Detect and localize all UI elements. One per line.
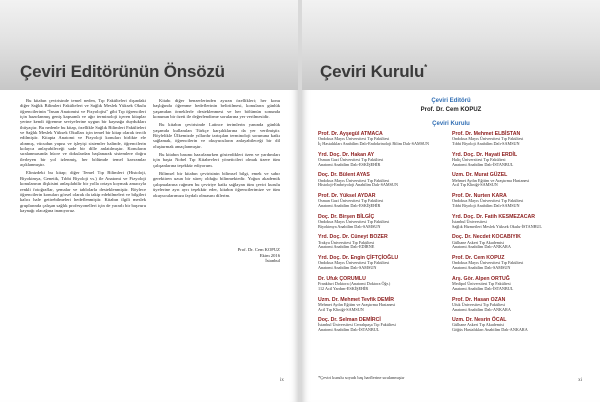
member-affiliation: Haliç Üniversitesi Tıp Fakültesi: [452, 156, 506, 162]
member-department: Acil Tıp Kliniği-SAMSUN: [452, 182, 498, 188]
member-entry: [318, 297, 448, 318]
member-affiliation: Medipol Üniversitesi Tıp Fakültesi: [452, 281, 511, 287]
preface-column-2: [153, 98, 280, 201]
editor-heading: Çeviri Editörü: [431, 98, 471, 104]
member-name: Doç. Dr. Birşen BİLGİÇ: [318, 213, 375, 220]
member-department: Anatomi Anabilim Dalı-ANKARA: [452, 306, 511, 312]
member-department: 112 Acil Yardım-ESKİŞEHİR: [318, 285, 369, 291]
member-name: Uzm. Dr. Murat GÜZEL: [452, 172, 508, 179]
member-department: Histoloji-Embriyoloji Anabilim Dalı-SAMSUN: [318, 182, 399, 188]
page-number-right: xi: [578, 378, 582, 383]
member-name: Prof. Dr. Cem KOPUZ: [452, 255, 505, 262]
left-page: [0, 0, 298, 402]
member-name: Yrd. Doç. Dr. Fatih KESMEZACAR: [452, 213, 536, 220]
signature-place: İstanbul: [265, 258, 280, 264]
member-department: Biyokimya Anabilim Dalı-SAMSUN: [318, 223, 381, 229]
footnote: *Çeviri kurulu soyadı baş harflerine sıralanmıştır: [318, 375, 405, 380]
member-affiliation: Ondokuz Mayıs Üniversitesi Tıp Fakültesi: [318, 177, 390, 183]
member-name: Yrd. Doç. Dr. Hakan AY: [318, 151, 375, 158]
page-title-text: Çeviri Kurulu: [320, 62, 425, 81]
title-footnote-mark: *: [424, 63, 428, 72]
member-affiliation: Osman Gazi Üniversitesi Tıp Fakültesi: [318, 198, 384, 204]
member-entry: [318, 172, 448, 193]
member-name: Doç. Dr. Necdet KOCABIYIK: [452, 234, 521, 241]
member-name: Uzm. Dr. Mehmet Tevfik DEMİR: [318, 296, 394, 303]
member-department: Sağlık Hizmetleri Meslek Yüksek Okulu-İSTANBUL: [452, 223, 542, 229]
member-department: Anatomi Anabilim Dalı-İSTANBUL: [452, 161, 514, 167]
member-name: Prof. Dr. Yüksel AYDAR: [318, 193, 376, 200]
member-department: Göğüs Hastalıkları Anabilim Dalı-ANKARA: [452, 327, 528, 333]
preface-column-1: [20, 98, 146, 216]
members-right-column: [452, 131, 588, 338]
member-name: Uzm. Dr. Nesrin ÖCAL: [452, 317, 507, 324]
member-name: Doç. Dr. Bülent AYAS: [318, 172, 370, 179]
member-department: Anatomi Anabilim Dalı-ESKİŞEHİR: [318, 161, 381, 167]
member-department: Anatomi Anabilim Dalı-ESKİŞEHİR: [318, 203, 381, 209]
member-department: Anatomi Anabilim Dalı-SAMSUN: [318, 265, 377, 271]
member-department: Anatomi Anabilim Dalı-SAMSUN: [452, 265, 511, 271]
preface-paragraph: Bilimsel bir kitabın çevirisinin bilimsel bilgi, emek ve sabır gerektiren uzun bir süreç olduğu bilinmektedir. Yoğun akademik çalışmalarına rağmen bu çeviriye katkı sağlayan tüm çeviri kurulu üyelerine ayrı ayrı teşekkür eder, kitabın öğrencilerimize ve tüm okuyucularımıza faydalı olmasını dilerim.: [153, 171, 280, 198]
page-number-left: ix: [280, 378, 284, 383]
preface-paragraph: Bu kitabın basımı hazırlanırken gösterdikleri özen ve yardımları için başta Nobel Tıp Kitabevleri yöneticileri olmak üzere tüm çalışanlarına teşekkür ediyorum.: [153, 152, 280, 168]
member-entry: [318, 317, 448, 338]
page-title-board: [320, 62, 427, 82]
member-affiliation: İstanbul Üniversitesi Cerrahpaşa Tıp Fakültesi: [318, 322, 396, 328]
member-name: Prof. Dr. Ayşegül ATMACA: [318, 131, 383, 137]
member-name: Yrd. Doç. Dr. Cüneyt BOZER: [318, 234, 388, 241]
member-department: Anatomi Anabilim Dalı-İSTANBUL: [452, 285, 514, 291]
preface-paragraph: Elinizdeki bu kitap; diğer Temel Tıp Bilimleri (Histoloji, Biyokimya, Genetik, Tıbbi Biyoloji vs.) ile Anatomi ve Fizyoloji konularının ilişkisini anlaşılabilir bir yolla ortaya koymak amacıyla renkli fotoğraflar, şemalar ve tablolarla desteklenmiştir. Böylece öğrencilerin konuları görsel olarak da takip edebilmeleri ve bilgileri kalıcı hale getirebilmeleri hedeflenmiştir. Kitabın ilgili meslek gruplarında çalışan sağlık profesyonelleri için de yararlı bir başvuru kaynağı olacağına inanıyoruz.: [20, 170, 146, 213]
member-name: Doç. Dr. Selman DEMİRCİ: [318, 317, 381, 324]
page-title-preface: Çeviri Editörünün Önsözü: [20, 62, 225, 81]
member-entry: [452, 131, 588, 152]
member-affiliation: Ondokuz Mayıs Üniversitesi Tıp Fakültesi: [318, 218, 390, 224]
member-entry: [318, 276, 448, 297]
member-affiliation: Ondokuz Mayıs Üniversitesi Tıp Fakültesi: [452, 260, 524, 266]
member-entry: [452, 234, 588, 255]
member-affiliation: Osman Gazi Üniversitesi Tıp Fakültesi: [318, 156, 384, 162]
member-name: Prof. Dr. Nurten KARA: [452, 193, 507, 200]
member-entry: [452, 152, 588, 173]
member-department: Anatomi Anabilim Dalı-ANKARA: [452, 244, 511, 250]
member-entry: [452, 193, 588, 214]
board-heading: Çeviri Kurulu: [432, 121, 470, 127]
member-department: İç Hastalıkları Anabilim Dalı-Endokrinoloji Bilim Dalı-SAMSUN: [318, 141, 430, 146]
member-entry: [452, 255, 588, 276]
member-entry: [318, 131, 448, 152]
member-name: Arş. Gör. Alpen ORTUĞ: [452, 275, 510, 282]
member-affiliation: Trakya Üniversitesi Tıp Fakültesi: [318, 239, 375, 245]
member-entry: [452, 172, 588, 193]
member-affiliation: Ufuk Üniversitesi Tıp Fakültesi: [452, 301, 506, 307]
member-name: Prof. Dr. Mehmet ELBİSTAN: [452, 131, 521, 137]
member-affiliation: Frankfurt Doktora (Anatomi Doktora Öğr.): [318, 281, 391, 287]
member-department: Tıbbi Biyoloji Anabilim Dalı-SAMSUN: [452, 203, 520, 209]
preface-paragraph: Bu kitabın çevirisinde Latince terimlerin yanında günlük yaşamda kullanılan Türkçe karşılıklarına da yer verilmiştir. Böylelikle Ülkemizde yıllardır tartışılan terminoloji sorununa katkı sağlamak, öğrencilerin ve okuyucuların anlayabileceği bir dil oluşturmak amaçlanmıştır.: [153, 122, 280, 149]
member-affiliation: Mehmet Aydın Eğitim ve Araştırma Hastanesi: [452, 177, 530, 183]
member-affiliation: Ondokuz Mayıs Üniversitesi Tıp Fakültesi: [452, 198, 524, 204]
preface-paragraph: Bu kitabın çevirisinde temel neden, Tıp Fakülteleri dışındaki diğer Sağlık Bilimleri Fakülteleri ve Sağlık Meslek Yüksek Okulu öğrencilerinin "İnsan Anatomisi ve Fizyolojisi" gibi Tıp öğrencileri için hazırlanmış geniş kapsamlı ve ağır terminoloji içeren kitaplar yerine kendi öğrenme seviyelerine uygun bir kaynağa duydukları ihtiyaçtır. Bu nedenle bu kitap, özellikle Sağlık Bilimleri Fakülteleri ve Sağlık Meslek Yüksek Okulları için temel bir kitap olarak tercih edilmiştir. Kitapta Anatomi ve Fizyoloji konuları birlikte ele alınmış, vücudun yapısı ve işleyişi sistemler halinde, öğrencilerin kolayca anlayabileceği sade bir dille anlatılmıştır. Konuların sıralanmasında hücre ve dokulardan başlanarak sistemlere doğru ilerleyen bir yol izlenmiş, her bölümde temel kavramlar açıklanmıştır.: [20, 98, 146, 168]
editor-name: Prof. Dr. Cem KOPUZ: [420, 107, 482, 113]
member-name: Yrd. Doç. Dr. Hayati ERDİL: [452, 151, 518, 158]
member-name: Dr. Ufuk ÇORUMLU: [318, 275, 366, 282]
members-left-column: [318, 131, 448, 338]
member-entry: [318, 193, 448, 214]
member-entry: [318, 255, 448, 276]
member-affiliation: Mehmet Aydın Eğitim ve Araştırma Hastanesi: [318, 301, 396, 307]
member-affiliation: Gülhane Askeri Tıp Akademisi: [452, 239, 504, 245]
member-department: Anatomi Anabilim Dalı-EDİRNE: [318, 244, 375, 250]
preface-paragraph: Kitabı diğer benzerlerinden ayıran özellikleri; her konu başlığında öğrenme hedeflerinin belirtilmesi, konuların günlük yaşamdan örneklerle desteklenmesi ve her bölümün sonunda konunun bir özeti ile değerlendirme sorularına yer verilmesidir.: [153, 98, 280, 120]
member-affiliation: İstanbul Üniversitesi: [452, 218, 487, 224]
member-affiliation: Ondokuz Mayıs Üniversitesi Tıp Fakültesi: [318, 260, 390, 266]
member-affiliation: Ondokuz Mayıs Üniversitesi Tıp Fakültesi: [318, 136, 390, 142]
member-entry: [318, 234, 448, 255]
member-entry: [452, 297, 588, 318]
member-entry: [452, 317, 588, 338]
right-page: [302, 0, 600, 402]
signature-date: Ekim 2016: [259, 252, 280, 258]
member-entry: [318, 152, 448, 173]
member-affiliation: Ondokuz Mayıs Üniversitesi Tıp Fakültesi: [452, 136, 524, 142]
member-entry: [452, 214, 588, 235]
signature-name: Prof. Dr. Cem KOPUZ: [237, 247, 280, 252]
member-name: Yrd. Doç. Dr. Engin ÇİFTÇİOĞLU: [318, 255, 399, 262]
member-department: Anatomi Anabilim Dalı-İSTANBUL: [318, 327, 380, 333]
member-entry: [318, 214, 448, 235]
member-affiliation: Gülhane Askeri Tıp Akademisi: [452, 322, 504, 328]
member-entry: [452, 276, 588, 297]
member-name: Prof. Dr. Hasan OZAN: [452, 296, 506, 303]
preface-signature: [238, 247, 280, 264]
member-department: Tıbbi Biyoloji Anabilim Dalı-SAMSUN: [452, 141, 520, 146]
member-department: Acil Tıp Kliniği-SAMSUN: [318, 306, 364, 312]
